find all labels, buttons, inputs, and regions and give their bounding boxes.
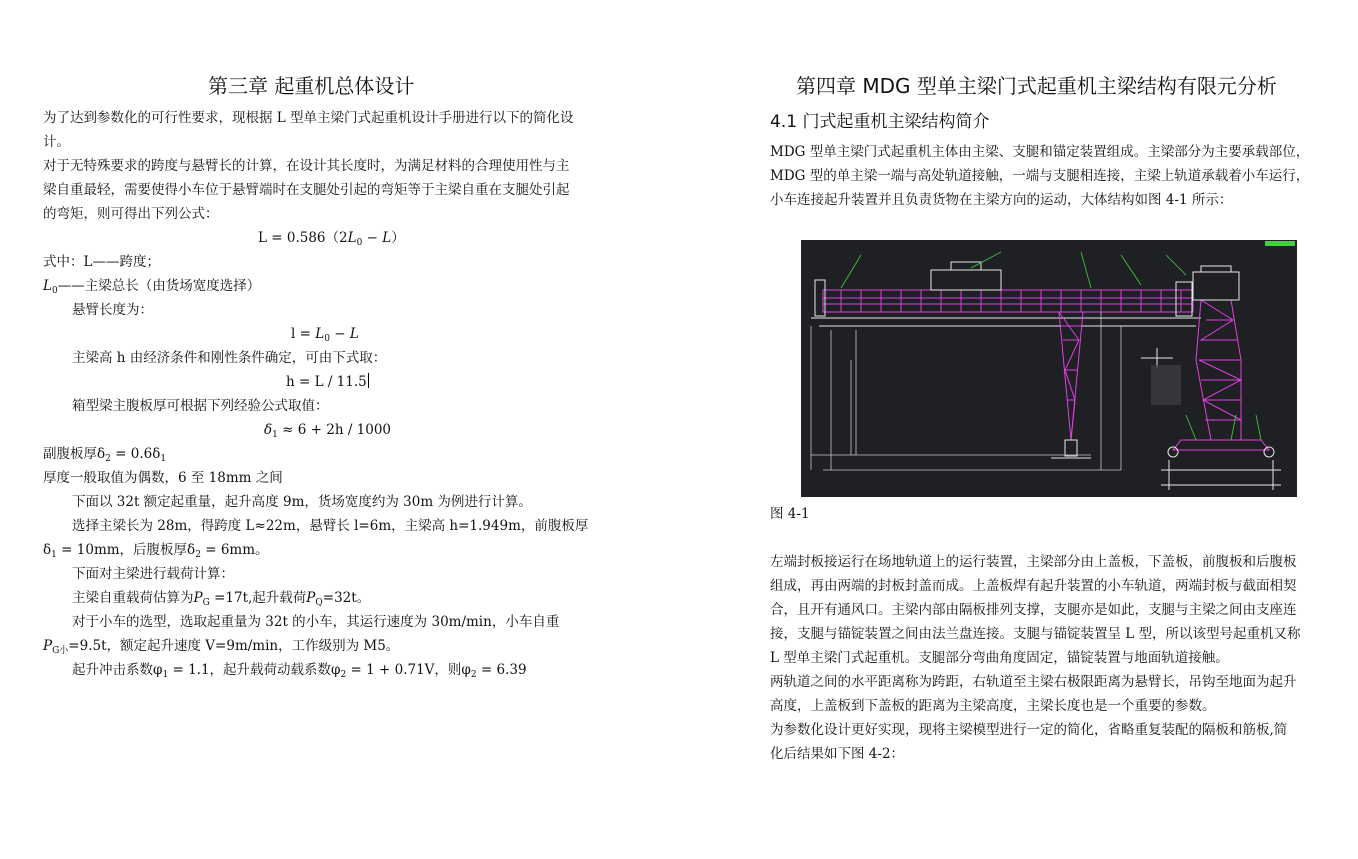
para-line: 左端封板接运行在场地轨道上的运行装置，主梁部分由上盖板，下盖板，前腹板和后腹板 <box>770 554 1297 570</box>
para-line: $\delta_1 = 10mm$，后腹板厚$\delta_2 = 6mm$。 <box>43 542 269 560</box>
para-line: 起升冲击系数$\varphi_1 = 1.1$，起升载荷动载系数$\varphi_2 = 1 + 0.71V$，则$\varphi_2 = 6.39$ <box>72 662 527 680</box>
para-line: 对于无特殊要求的跨度与悬臂长的计算，在设计其长度时，为满足材料的合理使用性与主 <box>43 158 570 174</box>
figure-caption: 图 4-1 <box>770 506 810 522</box>
para-line: 为了达到参数化的可行性要求，现根据 L 型单主梁门式起重机设计手册进行以下的简化设 <box>43 110 574 126</box>
para-line: L 型单主梁门式起重机。支腿部分弯曲角度固定，锚锭装置与地面轨道接触。 <box>770 650 1229 666</box>
para-line: 高度，上盖板到下盖板的距离为主梁高度，主梁长度也是一个重要的参数。 <box>770 698 1216 714</box>
para-line: 对于小车的选型，选取起重量为 32t 的小车，其运行速度为 30m/min，小车自重 <box>72 614 560 630</box>
para-line: 的弯矩，则可得出下列公式： <box>43 206 219 222</box>
para-line: 两轨道之间的水平距离称为跨距，右轨道至主梁右极限距离为悬臂长，吊钩至地面为起升 <box>770 674 1297 690</box>
equation-cantilever: $l = L_0 - L$ <box>291 326 359 344</box>
para-line: 选择主梁长为 28m，得跨度 L≈22m，悬臂长 l=6m，主梁高 h=1.949m，前腹板厚 <box>72 518 589 534</box>
chapter-3-title: 第三章 起重机总体设计 <box>208 74 415 98</box>
para-line: 化后结果如下图 4-2： <box>770 746 905 762</box>
where-line: $L_0——$主梁总长（由货场宽度选择） <box>43 278 261 296</box>
para-line: 组成，再由两端的封板封盖而成。上盖板焊有起升装置的小车轨道，两端封板与截面相契 <box>770 578 1297 594</box>
para-line: 合，且开有通风口。主梁内部由隔板排列支撑，支腿亦是如此，支腿与主梁之间由支座连 <box>770 602 1297 618</box>
para-line: 为参数化设计更好实现，现将主梁模型进行一定的简化，省略重复装配的隔板和筋板,简 <box>770 722 1288 738</box>
height-label: 主梁高 h 由经济条件和刚性条件确定，可由下式取： <box>72 350 387 366</box>
para-line: 下面对主梁进行载荷计算： <box>72 566 234 582</box>
cantilever-label: 悬臂长度为： <box>72 302 153 318</box>
text-cursor <box>368 373 369 388</box>
crane-cad-figure <box>801 240 1297 497</box>
left-page <box>43 0 603 859</box>
para-line: 接，支腿与锚锭装置之间由法兰盘连接。支腿与锚锭装置呈 L 型，所以该型号起重机又称 <box>770 626 1301 642</box>
para-line: 梁自重最轻，需要使得小车位于悬臂端时在支腿处引起的弯矩等于主梁自重在支腿处引起 <box>43 182 570 198</box>
para-line: 主梁自重载荷估算为$P_G =17t$,起升载荷$P_Q=32t$。 <box>72 590 371 608</box>
para-line: MDG 型的单主梁一端与高处轨道接触，一端与支腿相连接，主梁上轨道承载着小车运行， <box>770 168 1310 184</box>
crane-cad-drawing <box>801 240 1297 497</box>
web-label: 箱型梁主腹板厚可根据下列经验公式取值： <box>72 398 329 414</box>
equation-height[interactable]: h = L / 11.5 <box>286 374 367 390</box>
aux-web-line: 副腹板厚$\delta_2 = 0.6\delta_1$ <box>43 446 167 464</box>
para-line: 计。 <box>43 134 70 150</box>
section-4-1-heading: 4.1 门式起重机主梁结构简介 <box>770 112 990 132</box>
where-line: 式中：L——跨度； <box>43 254 160 270</box>
para-line: MDG 型单主梁门式起重机主体由主梁、支腿和锚定装置组成。主梁部分为主要承载部位， <box>770 144 1310 160</box>
para-line: 下面以 32t 额定起重量，起升高度 9m，货场宽度约为 30m 为例进行计算。 <box>72 494 532 510</box>
para-line: 厚度一般取值为偶数，6 至 18mm 之间 <box>43 470 283 486</box>
equation-span: $L = 0.586(2L_0 - L)$ <box>258 230 405 248</box>
right-page <box>770 0 1330 859</box>
equation-web: $\delta_1 \approx 6 + 2h / 1000$ <box>264 422 392 440</box>
para-line: 小车连接起升装置并且负责货物在主梁方向的运动，大体结构如图 4-1 所示： <box>770 192 1233 208</box>
chapter-4-title: 第四章 MDG 型单主梁门式起重机主梁结构有限元分析 <box>796 74 1277 98</box>
para-line: $P_{G小}=9.5t$，额定起升速度 V=9m/min，工作级别为 M5。 <box>43 638 400 656</box>
